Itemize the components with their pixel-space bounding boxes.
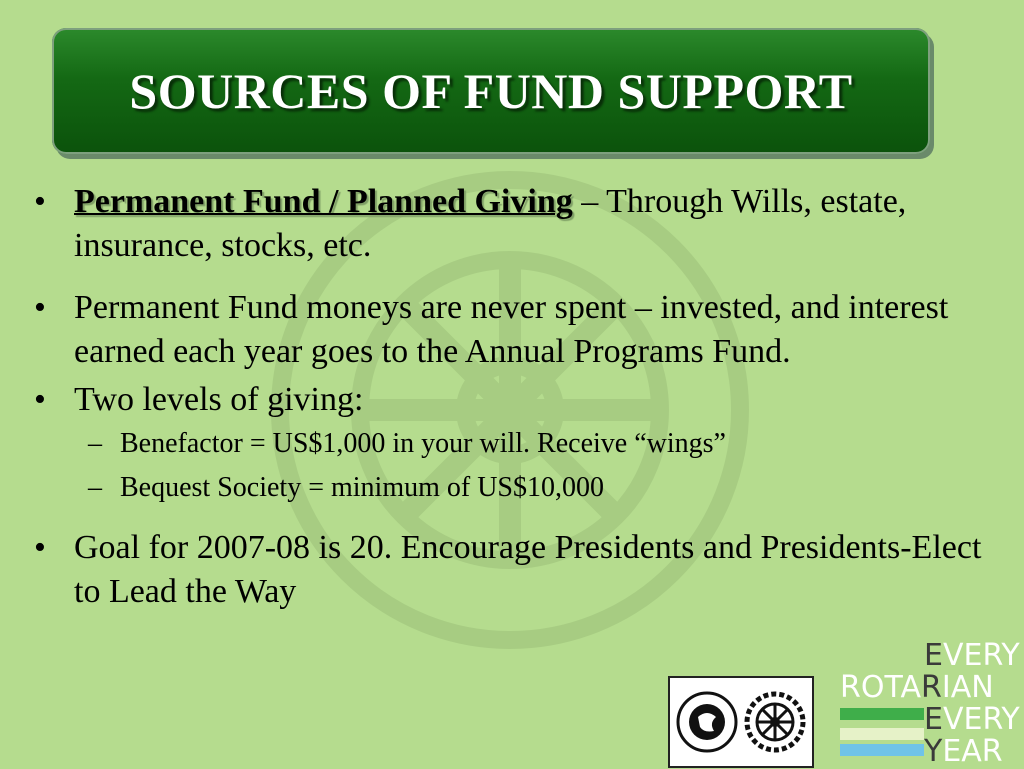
bullet-marker: •: [34, 381, 46, 418]
slogan-stripe-blue: [840, 744, 924, 756]
slogan-stripe-green: [840, 708, 924, 720]
sub-item-bequest: [28, 466, 988, 510]
slogan-line-rotarian: ROTARIAN: [840, 670, 994, 705]
sub-item-benefactor: [28, 422, 988, 466]
bullet-marker: •: [34, 529, 46, 566]
slide-title: SOURCES OF FUND SUPPORT: [129, 63, 853, 119]
bullet-item-levels: [28, 378, 988, 422]
sub-marker: –: [88, 428, 102, 459]
bullet-text: – Through Wills, estate, insurance, stocks, etc.: [74, 183, 907, 264]
rotary-foundation-globe-icon: [676, 691, 738, 753]
bullet-item-goal: [28, 526, 988, 614]
bullet-item-never-spent: [28, 286, 988, 374]
bullet-marker: •: [34, 289, 46, 326]
bullet-heading: Permanent Fund / Planned Giving: [74, 183, 573, 220]
bullet-list: [28, 180, 988, 614]
bullet-text: Two levels of giving:: [74, 381, 364, 418]
every-rotarian-every-year-logo: [840, 640, 1024, 768]
bullet-marker: •: [34, 183, 46, 220]
bullet-item-permanent-fund: [28, 180, 988, 268]
sub-text: Bequest Society = minimum of US$10,000: [120, 472, 604, 503]
slogan-line-every: EVERY: [924, 638, 1020, 673]
slogan-line-year: YEAR: [924, 734, 1003, 769]
bullet-text: Goal for 2007-08 is 20. Encourage Presidents and Presidents-Elect to Lead the Way: [74, 529, 982, 610]
rotary-wheel-icon: [744, 691, 806, 753]
sub-text: Benefactor = US$1,000 in your will. Receive “wings”: [120, 428, 726, 459]
bullet-text: Permanent Fund moneys are never spent – invested, and interest earned each year goes to the Annual Programs Fund.: [74, 289, 949, 370]
title-banner: [52, 28, 930, 154]
sub-marker: –: [88, 472, 102, 503]
rotary-logos: [668, 676, 814, 768]
slogan-line-every-2: EVERY: [924, 702, 1020, 737]
slogan-stripe-light: [840, 728, 924, 740]
